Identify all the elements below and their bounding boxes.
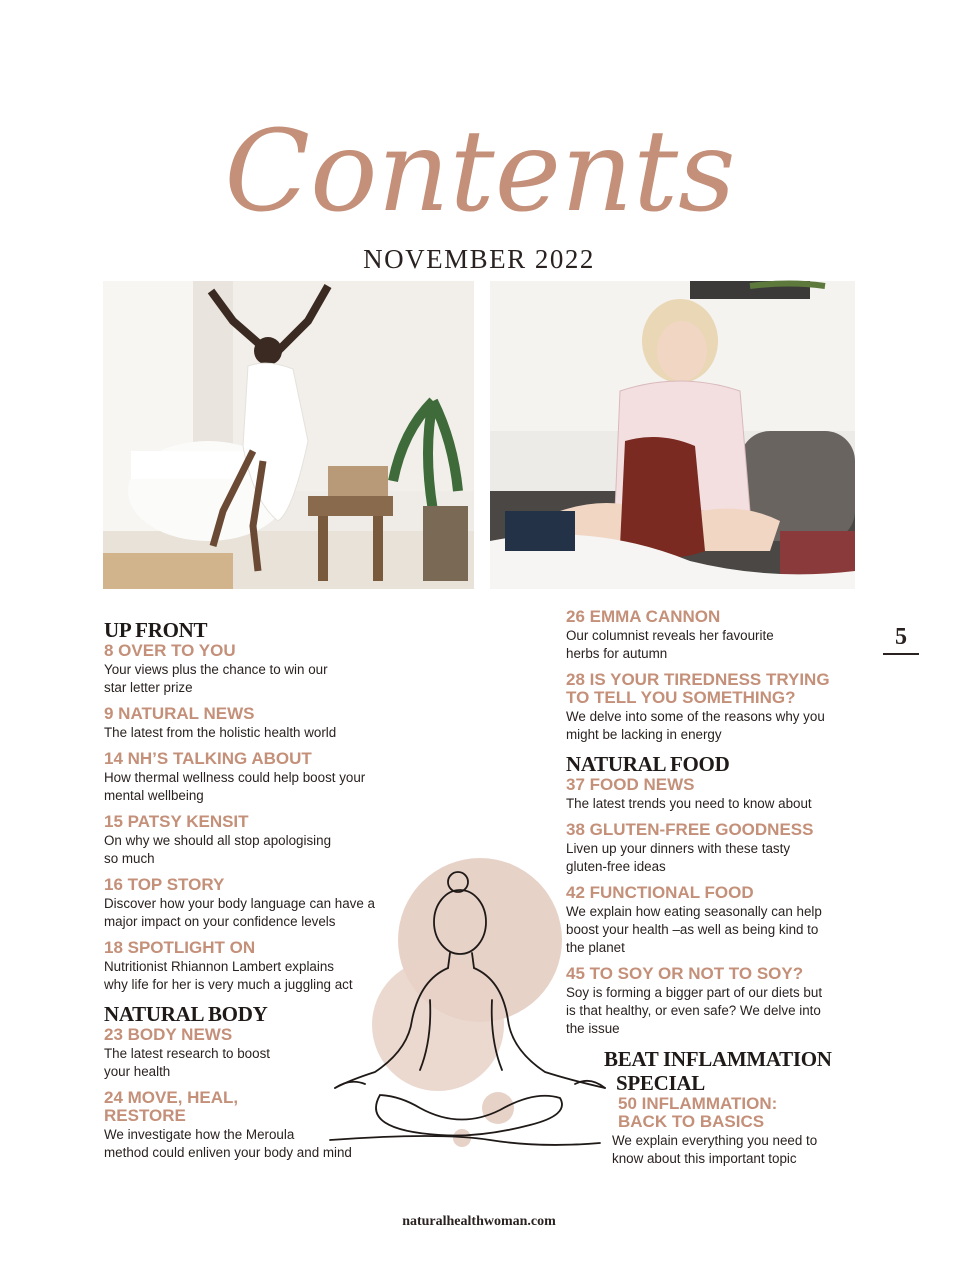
entry-desc: The latest from the holistic health world <box>104 725 337 740</box>
entry-title: 38 GLUTEN-FREE GOODNESS <box>566 820 814 839</box>
svg-text:Contents: Contents <box>224 107 736 237</box>
toc-entry[interactable] <box>566 965 834 1038</box>
entry-title: 16 TOP STORY <box>104 875 225 894</box>
woman-folding-clothes-photo <box>490 281 855 589</box>
section-heading-natural-food: NATURAL FOOD <box>566 752 730 776</box>
entry-desc: We explain how eating seasonally can help boost your health –as well as being kind to the planet <box>566 904 822 955</box>
decor-circle-small <box>482 1092 514 1124</box>
footer-url[interactable]: naturalhealthwoman.com <box>402 1214 556 1229</box>
toc-entry[interactable] <box>104 813 394 868</box>
entry-desc: On why we should all stop apologising so much <box>104 833 332 866</box>
toc-entry[interactable] <box>104 939 394 994</box>
entry-desc: We delve into some of the reasons why you might be lacking in energy <box>566 709 825 742</box>
entry-desc: The latest trends you need to know about <box>566 796 812 811</box>
toc-entry[interactable] <box>612 1094 839 1168</box>
toc-entry[interactable] <box>566 608 834 663</box>
contents-title <box>224 80 736 240</box>
entry-desc: How thermal wellness could help boost your mental wellbeing <box>104 770 366 803</box>
special-section <box>604 1047 839 1176</box>
entry-title: 24 MOVE, HEAL, RESTORE <box>104 1088 239 1125</box>
toc-entry[interactable] <box>104 750 394 805</box>
toc-entry[interactable] <box>566 776 834 813</box>
entry-desc: Discover how your body language can have a major impact on your confidence levels <box>104 896 375 929</box>
left-column <box>104 618 394 1170</box>
page-number-rule <box>883 653 919 655</box>
right-column <box>566 608 834 1046</box>
entry-title: 28 IS YOUR TIREDNESS TRYING TO TELL YOU SOMETHING? <box>566 670 830 707</box>
entry-desc: Soy is forming a bigger part of our diets but is that healthy, or even safe? We delve into the issue <box>566 985 823 1036</box>
toc-entry[interactable] <box>566 884 834 957</box>
toc-entry[interactable] <box>104 1089 394 1162</box>
entry-title: 50 INFLAMMATION: BACK TO BASICS <box>618 1094 778 1131</box>
entry-title: 14 NH’S TALKING ABOUT <box>104 749 312 768</box>
toc-entry[interactable] <box>104 876 394 931</box>
entry-desc: We explain everything you need to know about this important topic <box>612 1133 818 1166</box>
woman-stretching-bathroom-photo <box>103 281 474 589</box>
entry-title: 45 TO SOY OR NOT TO SOY? <box>566 964 804 983</box>
entry-desc: Nutritionist Rhiannon Lambert explains why life for her is very much a juggling act <box>104 959 353 992</box>
section-heading-natural-body: NATURAL BODY <box>104 1002 268 1026</box>
entry-title: 8 OVER TO YOU <box>104 641 236 660</box>
entry-title: 42 FUNCTIONAL FOOD <box>566 883 754 902</box>
entry-desc: The latest research to boost your health <box>104 1046 270 1079</box>
entry-title: 26 EMMA CANNON <box>566 607 721 626</box>
section-heading-up-front: UP FRONT <box>104 618 208 642</box>
section-heading-special: BEAT INFLAMMATION SPECIAL <box>604 1047 832 1095</box>
entry-desc: Liven up your dinners with these tasty gluten-free ideas <box>566 841 791 874</box>
toc-entry[interactable] <box>104 705 394 742</box>
entry-title: 15 PATSY KENSIT <box>104 812 249 831</box>
entry-title: 9 NATURAL NEWS <box>104 704 255 723</box>
toc-entry[interactable] <box>104 642 394 697</box>
toc-entry[interactable] <box>104 1026 394 1081</box>
photo-woman-clothes <box>490 281 855 589</box>
toc-entry[interactable] <box>566 821 834 876</box>
entry-desc: We investigate how the Meroula method could enliven your body and mind <box>104 1127 352 1160</box>
page-number: 5 <box>895 624 907 650</box>
entry-desc: Our columnist reveals her favourite herbs for autumn <box>566 628 774 661</box>
entry-title: 18 SPOTLIGHT ON <box>104 938 256 957</box>
entry-title: 37 FOOD NEWS <box>566 775 695 794</box>
photo-woman-bathroom <box>103 281 474 589</box>
entry-desc: Your views plus the chance to win our star letter prize <box>104 662 328 695</box>
entry-title: 23 BODY NEWS <box>104 1025 233 1044</box>
issue-date: NOVEMBER 2022 <box>363 244 595 274</box>
toc-entry[interactable] <box>566 671 834 744</box>
